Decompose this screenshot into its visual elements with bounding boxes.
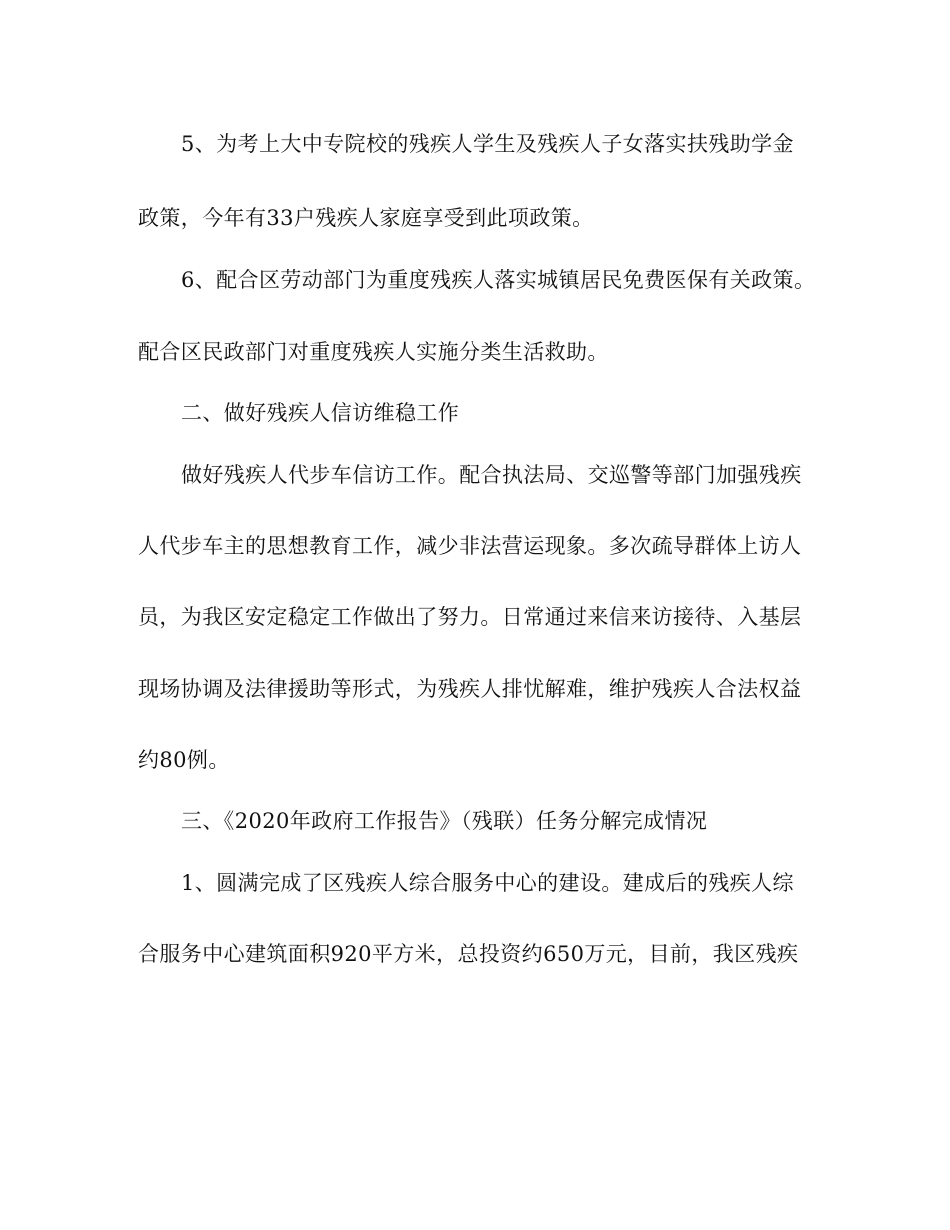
- paragraph-line: 配合区民政部门对重度残疾人实施分类生活救助。: [138, 340, 609, 364]
- paragraph-line: 5、为考上大中专院校的残疾人学生及残疾人子女落实扶残助学金: [181, 132, 794, 156]
- paragraph-line: 现场协调及法律援助等形式，为残疾人排忧解难，维护残疾人合法权益: [138, 677, 802, 701]
- paragraph-line: 做好残疾人代步车信访工作。配合执法局、交巡警等部门加强残疾: [181, 463, 802, 487]
- paragraph-line: 合服务中心建筑面积920平方米，总投资约650万元，目前，我区残疾: [138, 942, 799, 966]
- paragraph-line: 员，为我区安定稳定工作做出了努力。日常通过来信来访接待、入基层: [138, 605, 802, 629]
- paragraph-line: 6、配合区劳动部门为重度残疾人落实城镇居民免费医保有关政策。: [181, 268, 816, 292]
- paragraph-line: 人代步车主的思想教育工作，减少非法营运现象。多次疏导群体上访人: [138, 534, 802, 558]
- paragraph-line: 1、圆满完成了区残疾人综合服务中心的建设。建成后的残疾人综: [181, 871, 794, 895]
- paragraph-line: 约80例。: [138, 748, 230, 772]
- paragraph-line: 政策，今年有33户残疾人家庭享受到此项政策。: [138, 206, 594, 230]
- section-heading: 二、做好残疾人信访维稳工作: [181, 401, 460, 425]
- section-heading: 三、《2020年政府工作报告》（残联）任务分解完成情况: [181, 809, 708, 833]
